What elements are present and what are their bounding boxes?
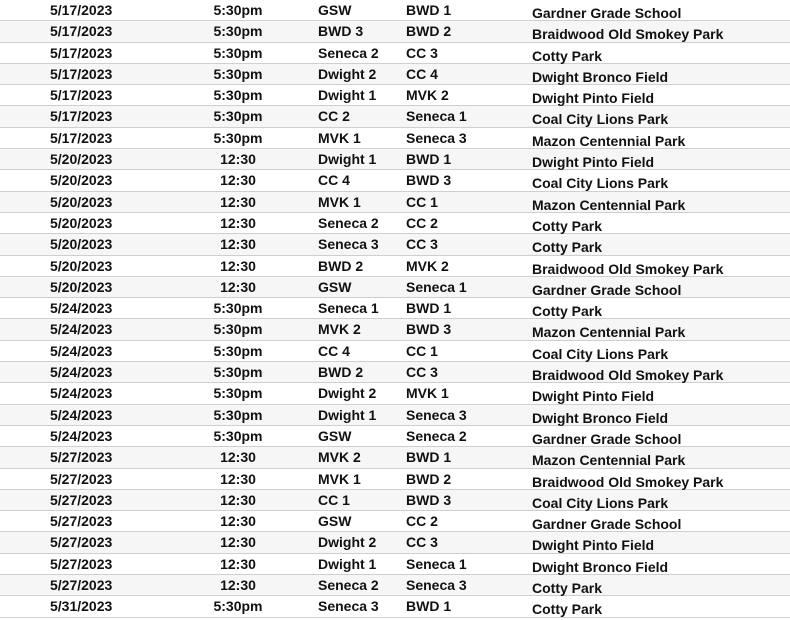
table-row xyxy=(0,554,790,575)
game-date: 5/24/2023 xyxy=(50,364,113,381)
table-row xyxy=(0,277,790,298)
table-row xyxy=(0,43,790,64)
game-time: 5:30pm xyxy=(213,406,263,423)
game-location: Dwight Pinto Field xyxy=(532,388,655,405)
table-row xyxy=(0,490,790,511)
game-location: Dwight Bronco Field xyxy=(532,409,669,426)
game-time: 5:30pm xyxy=(213,87,263,104)
game-location: Cotty Park xyxy=(532,47,603,64)
game-time: 12:30 xyxy=(220,513,256,530)
game-time: 12:30 xyxy=(220,236,256,253)
game-time: 12:30 xyxy=(220,555,256,572)
game-location: Braidwood Old Smokey Park xyxy=(532,473,724,490)
away-team: Seneca 3 xyxy=(406,406,467,423)
game-date: 5/20/2023 xyxy=(50,193,113,210)
game-date: 5/17/2023 xyxy=(50,2,113,18)
game-time: 12:30 xyxy=(220,470,256,487)
game-time: 5:30pm xyxy=(213,364,263,381)
game-date: 5/17/2023 xyxy=(50,65,113,82)
away-team: MVK 2 xyxy=(406,257,449,274)
game-location: Mazon Centennial Park xyxy=(532,132,686,149)
game-time: 5:30pm xyxy=(213,23,263,40)
game-time: 5:30pm xyxy=(213,129,263,146)
game-date: 5/27/2023 xyxy=(50,534,113,551)
game-location: Mazon Centennial Park xyxy=(532,324,686,341)
table-row xyxy=(0,192,790,213)
game-date: 5/27/2023 xyxy=(50,555,113,572)
home-team: BWD 3 xyxy=(318,23,364,40)
game-location: Cotty Park xyxy=(532,303,603,320)
table-row xyxy=(0,383,790,404)
game-location: Gardner Grade School xyxy=(532,516,682,533)
game-date: 5/27/2023 xyxy=(50,449,113,466)
game-location: Gardner Grade School xyxy=(532,5,682,21)
game-time: 12:30 xyxy=(220,214,256,231)
game-date: 5/27/2023 xyxy=(50,470,113,487)
game-date: 5/17/2023 xyxy=(50,87,113,104)
away-team: CC 3 xyxy=(406,44,438,61)
away-team: CC 3 xyxy=(406,534,438,551)
home-team: Dwight 1 xyxy=(318,151,377,168)
game-time: 12:30 xyxy=(220,278,256,295)
table-row xyxy=(0,405,790,426)
game-time: 5:30pm xyxy=(213,300,263,317)
away-team: CC 2 xyxy=(406,513,438,530)
away-team: Seneca 3 xyxy=(406,129,467,146)
game-location: Braidwood Old Smokey Park xyxy=(532,26,724,43)
game-date: 5/27/2023 xyxy=(50,513,113,530)
game-date: 5/17/2023 xyxy=(50,129,113,146)
game-time: 5:30pm xyxy=(213,427,263,444)
table-row xyxy=(0,426,790,447)
away-team: Seneca 1 xyxy=(406,108,467,125)
game-date: 5/17/2023 xyxy=(50,108,113,125)
table-row xyxy=(0,341,790,362)
home-team: Seneca 3 xyxy=(318,598,379,615)
home-team: Seneca 2 xyxy=(318,214,379,231)
away-team: BWD 1 xyxy=(406,598,452,615)
game-location: Cotty Park xyxy=(532,580,603,597)
game-time: 12:30 xyxy=(220,151,256,168)
home-team: GSW xyxy=(318,278,352,295)
game-time: 5:30pm xyxy=(213,44,263,61)
home-team: Seneca 1 xyxy=(318,300,379,317)
away-team: BWD 1 xyxy=(406,151,452,168)
game-time: 5:30pm xyxy=(213,321,263,338)
table-row xyxy=(0,511,790,532)
table-row xyxy=(0,362,790,383)
game-date: 5/17/2023 xyxy=(50,44,113,61)
table-row xyxy=(0,596,790,617)
game-date: 5/20/2023 xyxy=(50,278,113,295)
game-location: Gardner Grade School xyxy=(532,281,682,298)
home-team: CC 1 xyxy=(318,491,350,508)
home-team: MVK 2 xyxy=(318,321,361,338)
away-team: CC 1 xyxy=(406,342,438,359)
home-team: MVK 1 xyxy=(318,129,361,146)
table-row xyxy=(0,319,790,340)
game-location: Coal City Lions Park xyxy=(532,345,669,362)
game-time: 5:30pm xyxy=(213,65,263,82)
game-location: Cotty Park xyxy=(532,601,603,618)
away-team: Seneca 3 xyxy=(406,577,467,594)
game-location: Dwight Bronco Field xyxy=(532,558,669,575)
game-location: Mazon Centennial Park xyxy=(532,196,686,213)
away-team: MVK 2 xyxy=(406,87,449,104)
away-team: CC 2 xyxy=(406,214,438,231)
game-date: 5/24/2023 xyxy=(50,321,113,338)
game-location: Dwight Pinto Field xyxy=(532,154,655,171)
home-team: Dwight 1 xyxy=(318,87,377,104)
home-team: GSW xyxy=(318,427,352,444)
game-time: 12:30 xyxy=(220,449,256,466)
table-row xyxy=(0,128,790,149)
away-team: BWD 3 xyxy=(406,172,452,189)
game-location: Cotty Park xyxy=(532,239,603,256)
home-team: GSW xyxy=(318,2,352,18)
home-team: Dwight 2 xyxy=(318,534,377,551)
home-team: BWD 2 xyxy=(318,364,364,381)
game-date: 5/24/2023 xyxy=(50,342,113,359)
game-time: 5:30pm xyxy=(213,385,263,402)
game-time: 12:30 xyxy=(220,257,256,274)
game-date: 5/20/2023 xyxy=(50,236,113,253)
game-time: 12:30 xyxy=(220,577,256,594)
away-team: BWD 2 xyxy=(406,470,452,487)
game-time: 5:30pm xyxy=(213,598,263,615)
game-time: 5:30pm xyxy=(213,2,263,18)
table-row xyxy=(0,532,790,553)
game-location: Mazon Centennial Park xyxy=(532,452,686,469)
game-location: Coal City Lions Park xyxy=(532,111,669,128)
game-location: Dwight Pinto Field xyxy=(532,537,655,554)
away-team: MVK 1 xyxy=(406,385,449,402)
away-team: BWD 2 xyxy=(406,23,452,40)
home-team: Dwight 1 xyxy=(318,555,377,572)
game-location: Dwight Pinto Field xyxy=(532,90,655,107)
away-team: BWD 1 xyxy=(406,300,452,317)
table-row xyxy=(0,447,790,468)
game-date: 5/27/2023 xyxy=(50,577,113,594)
game-date: 5/24/2023 xyxy=(50,385,113,402)
home-team: MVK 1 xyxy=(318,470,361,487)
game-date: 5/20/2023 xyxy=(50,151,113,168)
away-team: Seneca 1 xyxy=(406,278,467,295)
home-team: MVK 2 xyxy=(318,449,361,466)
game-date: 5/24/2023 xyxy=(50,300,113,317)
game-time: 12:30 xyxy=(220,172,256,189)
table-row xyxy=(0,0,790,21)
game-location: Coal City Lions Park xyxy=(532,175,669,192)
away-team: BWD 3 xyxy=(406,321,452,338)
home-team: CC 4 xyxy=(318,342,350,359)
table-row xyxy=(0,234,790,255)
game-location: Cotty Park xyxy=(532,217,603,234)
home-team: GSW xyxy=(318,513,352,530)
home-team: Dwight 2 xyxy=(318,385,377,402)
game-date: 5/24/2023 xyxy=(50,427,113,444)
home-team: Dwight 2 xyxy=(318,65,377,82)
table-row xyxy=(0,149,790,170)
game-date: 5/20/2023 xyxy=(50,214,113,231)
away-team: BWD 1 xyxy=(406,449,452,466)
table-row xyxy=(0,64,790,85)
game-location: Braidwood Old Smokey Park xyxy=(532,367,724,384)
home-team: CC 2 xyxy=(318,108,350,125)
home-team: Seneca 2 xyxy=(318,577,379,594)
home-team: BWD 2 xyxy=(318,257,364,274)
table-row xyxy=(0,256,790,277)
game-date: 5/31/2023 xyxy=(50,598,113,615)
away-team: CC 1 xyxy=(406,193,438,210)
home-team: Seneca 3 xyxy=(318,236,379,253)
away-team: Seneca 2 xyxy=(406,427,467,444)
table-row xyxy=(0,106,790,127)
home-team: MVK 1 xyxy=(318,193,361,210)
away-team: CC 3 xyxy=(406,364,438,381)
home-team: Seneca 2 xyxy=(318,44,379,61)
table-row xyxy=(0,85,790,106)
home-team: CC 4 xyxy=(318,172,350,189)
game-time: 5:30pm xyxy=(213,108,263,125)
away-team: BWD 3 xyxy=(406,491,452,508)
home-team: Dwight 1 xyxy=(318,406,377,423)
game-time: 5:30pm xyxy=(213,342,263,359)
game-time: 12:30 xyxy=(220,193,256,210)
game-date: 5/20/2023 xyxy=(50,257,113,274)
table-row xyxy=(0,213,790,234)
away-team: Seneca 1 xyxy=(406,555,467,572)
table-row xyxy=(0,298,790,319)
game-time: 12:30 xyxy=(220,491,256,508)
game-date: 5/17/2023 xyxy=(50,23,113,40)
away-team: BWD 1 xyxy=(406,2,452,18)
game-location: Dwight Bronco Field xyxy=(532,68,669,85)
away-team: CC 3 xyxy=(406,236,438,253)
game-location: Coal City Lions Park xyxy=(532,494,669,511)
game-date: 5/27/2023 xyxy=(50,491,113,508)
game-location: Braidwood Old Smokey Park xyxy=(532,260,724,277)
table-row xyxy=(0,170,790,191)
table-row xyxy=(0,21,790,42)
game-date: 5/20/2023 xyxy=(50,172,113,189)
game-date: 5/24/2023 xyxy=(50,406,113,423)
game-location: Gardner Grade School xyxy=(532,430,682,447)
table-row xyxy=(0,575,790,596)
away-team: CC 4 xyxy=(406,65,438,82)
table-row xyxy=(0,469,790,490)
game-time: 12:30 xyxy=(220,534,256,551)
